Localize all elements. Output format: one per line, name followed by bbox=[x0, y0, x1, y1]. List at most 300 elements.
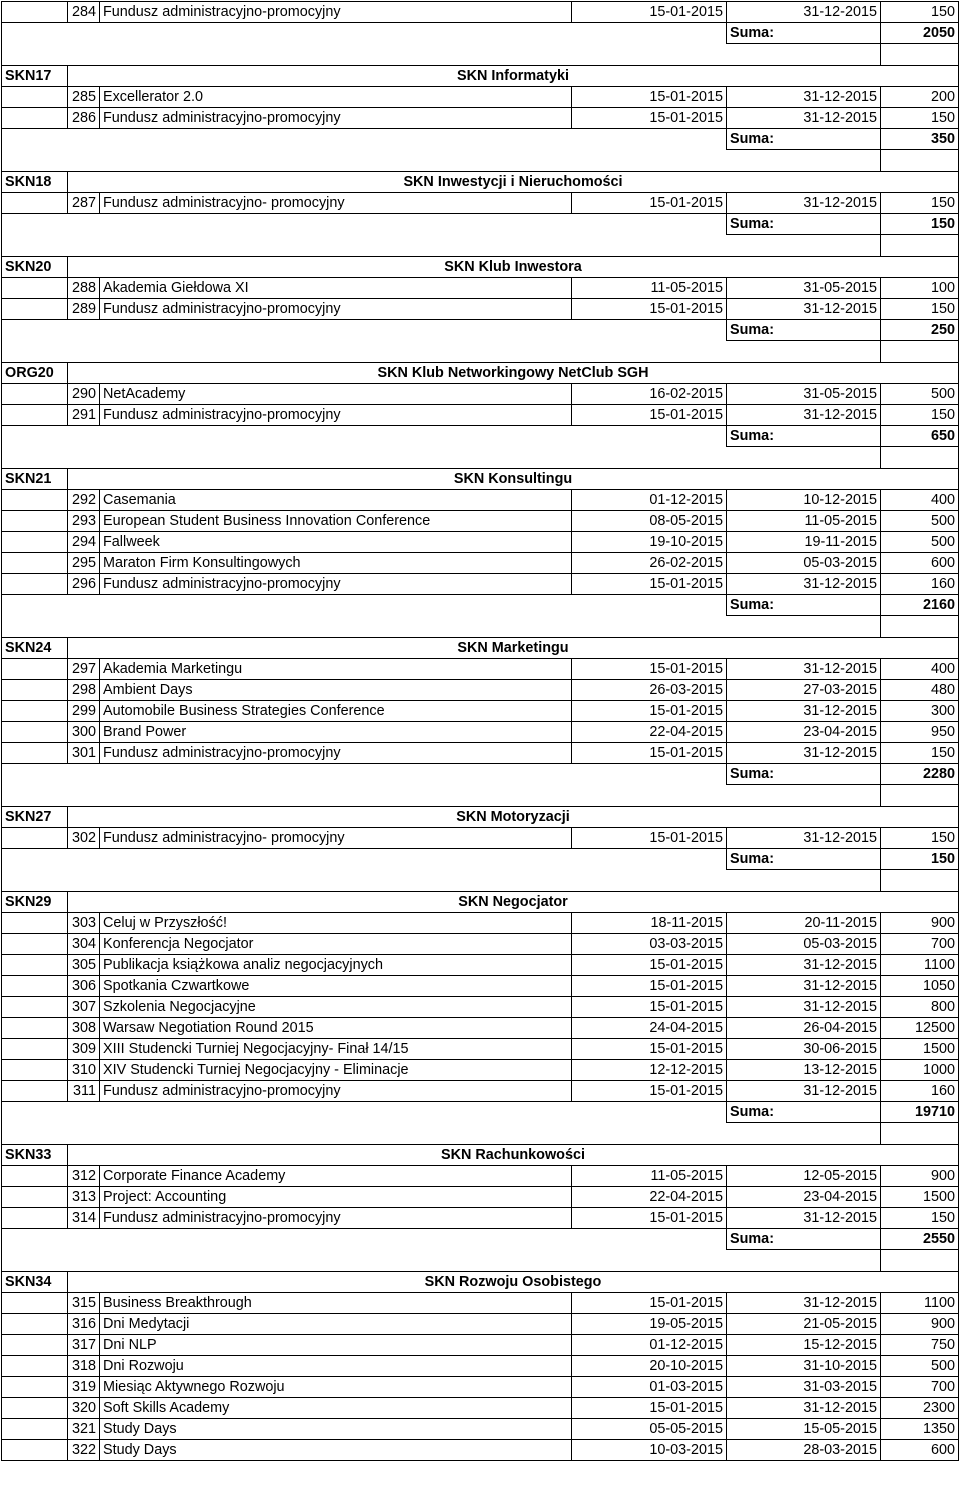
row-number: 294 bbox=[68, 532, 100, 553]
row-number: 320 bbox=[68, 1398, 100, 1419]
row-code-cell bbox=[2, 87, 68, 108]
row-code-cell bbox=[2, 2, 68, 23]
section-title: SKN Marketingu bbox=[68, 638, 959, 659]
row-number: 317 bbox=[68, 1335, 100, 1356]
row-end-date: 30-06-2015 bbox=[727, 1039, 881, 1060]
row-amount: 150 bbox=[881, 405, 959, 426]
row-amount: 1500 bbox=[881, 1039, 959, 1060]
row-name: Dni Medytacji bbox=[100, 1314, 572, 1335]
sum-spacer bbox=[2, 129, 727, 150]
row-code-cell bbox=[2, 405, 68, 426]
sum-row bbox=[2, 129, 959, 150]
row-number: 306 bbox=[68, 976, 100, 997]
row-end-date: 31-12-2015 bbox=[727, 701, 881, 722]
row-name: Fundusz administracyjno-promocyjny bbox=[100, 299, 572, 320]
row-end-date: 31-10-2015 bbox=[727, 1356, 881, 1377]
row-code-cell bbox=[2, 1377, 68, 1398]
row-name: Maraton Firm Konsultingowych bbox=[100, 553, 572, 574]
row-amount: 1100 bbox=[881, 955, 959, 976]
row-start-date: 19-10-2015 bbox=[572, 532, 727, 553]
section-title: SKN Informatyki bbox=[68, 66, 959, 87]
table-row bbox=[2, 87, 959, 108]
row-end-date: 31-05-2015 bbox=[727, 278, 881, 299]
sum-value: 250 bbox=[881, 320, 959, 341]
row-amount: 1350 bbox=[881, 1419, 959, 1440]
sum-row bbox=[2, 849, 959, 870]
row-end-date: 31-12-2015 bbox=[727, 1081, 881, 1102]
section-header-row bbox=[2, 469, 959, 490]
row-end-date: 15-12-2015 bbox=[727, 1335, 881, 1356]
row-amount: 900 bbox=[881, 1166, 959, 1187]
section-title: SKN Rachunkowości bbox=[68, 1145, 959, 1166]
row-name: Akademia Giełdowa XI bbox=[100, 278, 572, 299]
section-code: SKN18 bbox=[2, 172, 68, 193]
row-end-date: 12-05-2015 bbox=[727, 1166, 881, 1187]
row-number: 301 bbox=[68, 743, 100, 764]
row-end-date: 31-12-2015 bbox=[727, 743, 881, 764]
row-code-cell bbox=[2, 553, 68, 574]
sum-row bbox=[2, 595, 959, 616]
section-header-row bbox=[2, 66, 959, 87]
row-start-date: 24-04-2015 bbox=[572, 1018, 727, 1039]
row-code-cell bbox=[2, 1356, 68, 1377]
table-body bbox=[2, 2, 959, 1461]
row-end-date: 31-12-2015 bbox=[727, 193, 881, 214]
row-amount: 400 bbox=[881, 659, 959, 680]
table-row bbox=[2, 384, 959, 405]
row-amount: 150 bbox=[881, 1208, 959, 1229]
table-row bbox=[2, 976, 959, 997]
section-title: SKN Rozwoju Osobistego bbox=[68, 1272, 959, 1293]
sum-row bbox=[2, 320, 959, 341]
row-number: 312 bbox=[68, 1166, 100, 1187]
section-title: SKN Klub Networkingowy NetClub SGH bbox=[68, 363, 959, 384]
row-code-cell bbox=[2, 1039, 68, 1060]
table-row bbox=[2, 997, 959, 1018]
row-code-cell bbox=[2, 913, 68, 934]
sum-spacer bbox=[2, 23, 727, 44]
section-title: SKN Inwestycji i Nieruchomości bbox=[68, 172, 959, 193]
row-start-date: 15-01-2015 bbox=[572, 193, 727, 214]
sum-label: Suma: bbox=[727, 426, 881, 447]
row-name: Fundusz administracyjno- promocyjny bbox=[100, 193, 572, 214]
row-end-date: 20-11-2015 bbox=[727, 913, 881, 934]
row-number: 287 bbox=[68, 193, 100, 214]
section-title: SKN Motoryzacji bbox=[68, 807, 959, 828]
table-row bbox=[2, 1377, 959, 1398]
row-end-date: 15-05-2015 bbox=[727, 1419, 881, 1440]
spacer-row bbox=[2, 235, 959, 257]
sum-spacer bbox=[2, 764, 727, 785]
sum-row bbox=[2, 214, 959, 235]
spacer-cell bbox=[2, 870, 881, 892]
row-name: XIV Studencki Turniej Negocjacyjny - Eliminacje bbox=[100, 1060, 572, 1081]
row-amount: 400 bbox=[881, 490, 959, 511]
row-name: Fallweek bbox=[100, 532, 572, 553]
row-name: Spotkania Czwartkowe bbox=[100, 976, 572, 997]
section-header-row bbox=[2, 1272, 959, 1293]
row-number: 292 bbox=[68, 490, 100, 511]
row-start-date: 03-03-2015 bbox=[572, 934, 727, 955]
row-amount: 160 bbox=[881, 1081, 959, 1102]
row-code-cell bbox=[2, 701, 68, 722]
row-end-date: 31-03-2015 bbox=[727, 1377, 881, 1398]
row-end-date: 26-04-2015 bbox=[727, 1018, 881, 1039]
section-code: SKN34 bbox=[2, 1272, 68, 1293]
row-name: Fundusz administracyjno-promocyjny bbox=[100, 108, 572, 129]
sum-value: 2050 bbox=[881, 23, 959, 44]
table-row bbox=[2, 1081, 959, 1102]
row-number: 321 bbox=[68, 1419, 100, 1440]
row-name: Publikacja książkowa analiz negocjacyjnych bbox=[100, 955, 572, 976]
section-code: SKN21 bbox=[2, 469, 68, 490]
row-amount: 150 bbox=[881, 299, 959, 320]
row-code-cell bbox=[2, 1398, 68, 1419]
row-start-date: 01-12-2015 bbox=[572, 1335, 727, 1356]
sum-row bbox=[2, 1102, 959, 1123]
row-amount: 200 bbox=[881, 87, 959, 108]
row-code-cell bbox=[2, 680, 68, 701]
table-row bbox=[2, 511, 959, 532]
section-code: SKN33 bbox=[2, 1145, 68, 1166]
row-code-cell bbox=[2, 934, 68, 955]
row-end-date: 23-04-2015 bbox=[727, 1187, 881, 1208]
row-number: 302 bbox=[68, 828, 100, 849]
spacer-cell bbox=[881, 785, 959, 807]
row-name: Casemania bbox=[100, 490, 572, 511]
table-row bbox=[2, 680, 959, 701]
row-code-cell bbox=[2, 511, 68, 532]
row-code-cell bbox=[2, 1018, 68, 1039]
table-row bbox=[2, 743, 959, 764]
spacer-cell bbox=[881, 616, 959, 638]
spacer-cell bbox=[2, 235, 881, 257]
row-code-cell bbox=[2, 1166, 68, 1187]
row-start-date: 15-01-2015 bbox=[572, 976, 727, 997]
section-code: SKN24 bbox=[2, 638, 68, 659]
row-name: Business Breakthrough bbox=[100, 1293, 572, 1314]
section-header-row bbox=[2, 892, 959, 913]
row-number: 313 bbox=[68, 1187, 100, 1208]
table-row bbox=[2, 299, 959, 320]
spacer-cell bbox=[881, 1250, 959, 1272]
row-name: Celuj w Przyszłość! bbox=[100, 913, 572, 934]
section-code: SKN20 bbox=[2, 257, 68, 278]
row-number: 310 bbox=[68, 1060, 100, 1081]
row-number: 293 bbox=[68, 511, 100, 532]
row-amount: 500 bbox=[881, 511, 959, 532]
row-number: 316 bbox=[68, 1314, 100, 1335]
row-start-date: 15-01-2015 bbox=[572, 1208, 727, 1229]
row-code-cell bbox=[2, 532, 68, 553]
row-name: Study Days bbox=[100, 1419, 572, 1440]
row-number: 297 bbox=[68, 659, 100, 680]
sum-spacer bbox=[2, 320, 727, 341]
row-amount: 1500 bbox=[881, 1187, 959, 1208]
row-end-date: 31-12-2015 bbox=[727, 976, 881, 997]
row-name: Konferencja Negocjator bbox=[100, 934, 572, 955]
row-end-date: 19-11-2015 bbox=[727, 532, 881, 553]
row-name: XIII Studencki Turniej Negocjacyjny- Finał 14/15 bbox=[100, 1039, 572, 1060]
row-number: 319 bbox=[68, 1377, 100, 1398]
sum-label: Suma: bbox=[727, 1229, 881, 1250]
spacer-cell bbox=[2, 1123, 881, 1145]
row-number: 314 bbox=[68, 1208, 100, 1229]
row-number: 288 bbox=[68, 278, 100, 299]
row-amount: 2300 bbox=[881, 1398, 959, 1419]
row-amount: 900 bbox=[881, 913, 959, 934]
row-start-date: 20-10-2015 bbox=[572, 1356, 727, 1377]
row-code-cell bbox=[2, 490, 68, 511]
table-row bbox=[2, 2, 959, 23]
row-number: 322 bbox=[68, 1440, 100, 1461]
row-code-cell bbox=[2, 722, 68, 743]
row-end-date: 13-12-2015 bbox=[727, 1060, 881, 1081]
spacer-cell bbox=[881, 870, 959, 892]
sum-value: 350 bbox=[881, 129, 959, 150]
row-start-date: 15-01-2015 bbox=[572, 405, 727, 426]
row-start-date: 15-01-2015 bbox=[572, 2, 727, 23]
spacer-cell bbox=[2, 341, 881, 363]
spacer-cell bbox=[2, 1250, 881, 1272]
row-amount: 480 bbox=[881, 680, 959, 701]
row-end-date: 31-12-2015 bbox=[727, 405, 881, 426]
row-code-cell bbox=[2, 384, 68, 405]
table-row bbox=[2, 490, 959, 511]
row-name: Project: Accounting bbox=[100, 1187, 572, 1208]
row-code-cell bbox=[2, 574, 68, 595]
row-name: Ambient Days bbox=[100, 680, 572, 701]
row-end-date: 31-05-2015 bbox=[727, 384, 881, 405]
row-name: Szkolenia Negocjacyjne bbox=[100, 997, 572, 1018]
spacer-row bbox=[2, 616, 959, 638]
row-code-cell bbox=[2, 193, 68, 214]
sum-value: 2550 bbox=[881, 1229, 959, 1250]
row-name: Study Days bbox=[100, 1440, 572, 1461]
spacer-row bbox=[2, 447, 959, 469]
row-start-date: 01-03-2015 bbox=[572, 1377, 727, 1398]
row-code-cell bbox=[2, 1208, 68, 1229]
sum-label: Suma: bbox=[727, 320, 881, 341]
row-number: 303 bbox=[68, 913, 100, 934]
table-row bbox=[2, 1208, 959, 1229]
spacer-cell bbox=[881, 150, 959, 172]
row-code-cell bbox=[2, 976, 68, 997]
row-name: Miesiąc Aktywnego Rozwoju bbox=[100, 1377, 572, 1398]
row-end-date: 31-12-2015 bbox=[727, 1398, 881, 1419]
row-number: 305 bbox=[68, 955, 100, 976]
spacer-row bbox=[2, 44, 959, 66]
sum-spacer bbox=[2, 214, 727, 235]
sum-label: Suma: bbox=[727, 764, 881, 785]
row-start-date: 15-01-2015 bbox=[572, 828, 727, 849]
sum-label: Suma: bbox=[727, 1102, 881, 1123]
table-row bbox=[2, 913, 959, 934]
row-number: 309 bbox=[68, 1039, 100, 1060]
row-name: Dni NLP bbox=[100, 1335, 572, 1356]
section-code: SKN17 bbox=[2, 66, 68, 87]
row-number: 307 bbox=[68, 997, 100, 1018]
table-row bbox=[2, 934, 959, 955]
sum-spacer bbox=[2, 426, 727, 447]
table-row bbox=[2, 722, 959, 743]
spacer-row bbox=[2, 1250, 959, 1272]
row-amount: 750 bbox=[881, 1335, 959, 1356]
table-row bbox=[2, 1293, 959, 1314]
row-amount: 1000 bbox=[881, 1060, 959, 1081]
row-start-date: 15-01-2015 bbox=[572, 574, 727, 595]
section-code: SKN29 bbox=[2, 892, 68, 913]
row-number: 299 bbox=[68, 701, 100, 722]
table-row bbox=[2, 1440, 959, 1461]
row-start-date: 15-01-2015 bbox=[572, 701, 727, 722]
row-number: 286 bbox=[68, 108, 100, 129]
row-name: NetAcademy bbox=[100, 384, 572, 405]
table-row bbox=[2, 108, 959, 129]
section-code: ORG20 bbox=[2, 363, 68, 384]
sum-label: Suma: bbox=[727, 214, 881, 235]
row-name: Automobile Business Strategies Conference bbox=[100, 701, 572, 722]
row-amount: 900 bbox=[881, 1314, 959, 1335]
row-number: 318 bbox=[68, 1356, 100, 1377]
table-row bbox=[2, 1398, 959, 1419]
row-code-cell bbox=[2, 955, 68, 976]
row-name: Brand Power bbox=[100, 722, 572, 743]
table-row bbox=[2, 828, 959, 849]
row-start-date: 15-01-2015 bbox=[572, 743, 727, 764]
table-row bbox=[2, 553, 959, 574]
section-header-row bbox=[2, 1145, 959, 1166]
row-amount: 700 bbox=[881, 1377, 959, 1398]
row-start-date: 26-02-2015 bbox=[572, 553, 727, 574]
sum-label: Suma: bbox=[727, 849, 881, 870]
row-name: Akademia Marketingu bbox=[100, 659, 572, 680]
row-number: 289 bbox=[68, 299, 100, 320]
row-code-cell bbox=[2, 278, 68, 299]
row-code-cell bbox=[2, 1314, 68, 1335]
row-start-date: 15-01-2015 bbox=[572, 1398, 727, 1419]
row-start-date: 15-01-2015 bbox=[572, 997, 727, 1018]
row-end-date: 31-12-2015 bbox=[727, 828, 881, 849]
row-amount: 800 bbox=[881, 997, 959, 1018]
table-row bbox=[2, 405, 959, 426]
row-end-date: 28-03-2015 bbox=[727, 1440, 881, 1461]
sum-value: 2160 bbox=[881, 595, 959, 616]
row-start-date: 15-01-2015 bbox=[572, 955, 727, 976]
row-name: Fundusz administracyjno-promocyjny bbox=[100, 743, 572, 764]
row-number: 311 bbox=[68, 1081, 100, 1102]
table-row bbox=[2, 659, 959, 680]
row-start-date: 15-01-2015 bbox=[572, 659, 727, 680]
row-code-cell bbox=[2, 997, 68, 1018]
sum-value: 650 bbox=[881, 426, 959, 447]
sum-value: 150 bbox=[881, 849, 959, 870]
row-amount: 600 bbox=[881, 1440, 959, 1461]
spacer-row bbox=[2, 870, 959, 892]
spacer-cell bbox=[881, 447, 959, 469]
row-number: 284 bbox=[68, 2, 100, 23]
row-number: 290 bbox=[68, 384, 100, 405]
row-end-date: 23-04-2015 bbox=[727, 722, 881, 743]
sum-label: Suma: bbox=[727, 129, 881, 150]
sum-value: 150 bbox=[881, 214, 959, 235]
spacer-cell bbox=[881, 341, 959, 363]
table-row bbox=[2, 532, 959, 553]
row-amount: 150 bbox=[881, 828, 959, 849]
sum-row bbox=[2, 764, 959, 785]
row-start-date: 05-05-2015 bbox=[572, 1419, 727, 1440]
sum-spacer bbox=[2, 849, 727, 870]
table-row bbox=[2, 955, 959, 976]
budget-table bbox=[1, 1, 959, 1461]
spacer-row bbox=[2, 1123, 959, 1145]
row-name: Dni Rozwoju bbox=[100, 1356, 572, 1377]
spacer-cell bbox=[2, 785, 881, 807]
section-header-row bbox=[2, 172, 959, 193]
row-end-date: 05-03-2015 bbox=[727, 934, 881, 955]
row-amount: 160 bbox=[881, 574, 959, 595]
row-number: 298 bbox=[68, 680, 100, 701]
row-code-cell bbox=[2, 1293, 68, 1314]
sum-row bbox=[2, 426, 959, 447]
table-row bbox=[2, 574, 959, 595]
row-start-date: 10-03-2015 bbox=[572, 1440, 727, 1461]
sum-row bbox=[2, 23, 959, 44]
row-number: 296 bbox=[68, 574, 100, 595]
table-row bbox=[2, 1314, 959, 1335]
row-amount: 300 bbox=[881, 701, 959, 722]
row-end-date: 05-03-2015 bbox=[727, 553, 881, 574]
section-title: SKN Klub Inwestora bbox=[68, 257, 959, 278]
section-title: SKN Konsultingu bbox=[68, 469, 959, 490]
row-name: Soft Skills Academy bbox=[100, 1398, 572, 1419]
row-amount: 150 bbox=[881, 2, 959, 23]
section-header-row bbox=[2, 807, 959, 828]
row-end-date: 31-12-2015 bbox=[727, 955, 881, 976]
sum-spacer bbox=[2, 1102, 727, 1123]
row-name: Warsaw Negotiation Round 2015 bbox=[100, 1018, 572, 1039]
row-start-date: 16-02-2015 bbox=[572, 384, 727, 405]
row-name: Fundusz administracyjno-promocyjny bbox=[100, 405, 572, 426]
row-name: Fundusz administracyjno-promocyjny bbox=[100, 574, 572, 595]
spacer-cell bbox=[881, 44, 959, 66]
section-header-row bbox=[2, 638, 959, 659]
row-start-date: 15-01-2015 bbox=[572, 87, 727, 108]
row-name: Fundusz administracyjno-promocyjny bbox=[100, 1081, 572, 1102]
row-amount: 500 bbox=[881, 1356, 959, 1377]
row-end-date: 10-12-2015 bbox=[727, 490, 881, 511]
row-code-cell bbox=[2, 1081, 68, 1102]
spacer-cell bbox=[2, 447, 881, 469]
row-end-date: 21-05-2015 bbox=[727, 1314, 881, 1335]
row-code-cell bbox=[2, 1419, 68, 1440]
row-name: European Student Business Innovation Conference bbox=[100, 511, 572, 532]
row-amount: 12500 bbox=[881, 1018, 959, 1039]
row-start-date: 15-01-2015 bbox=[572, 1293, 727, 1314]
table-row bbox=[2, 701, 959, 722]
row-end-date: 11-05-2015 bbox=[727, 511, 881, 532]
row-start-date: 15-01-2015 bbox=[572, 1039, 727, 1060]
table-row bbox=[2, 1356, 959, 1377]
row-start-date: 18-11-2015 bbox=[572, 913, 727, 934]
row-end-date: 31-12-2015 bbox=[727, 2, 881, 23]
row-number: 291 bbox=[68, 405, 100, 426]
table-row bbox=[2, 1060, 959, 1081]
row-number: 295 bbox=[68, 553, 100, 574]
row-amount: 700 bbox=[881, 934, 959, 955]
section-header-row bbox=[2, 257, 959, 278]
row-name: Corporate Finance Academy bbox=[100, 1166, 572, 1187]
